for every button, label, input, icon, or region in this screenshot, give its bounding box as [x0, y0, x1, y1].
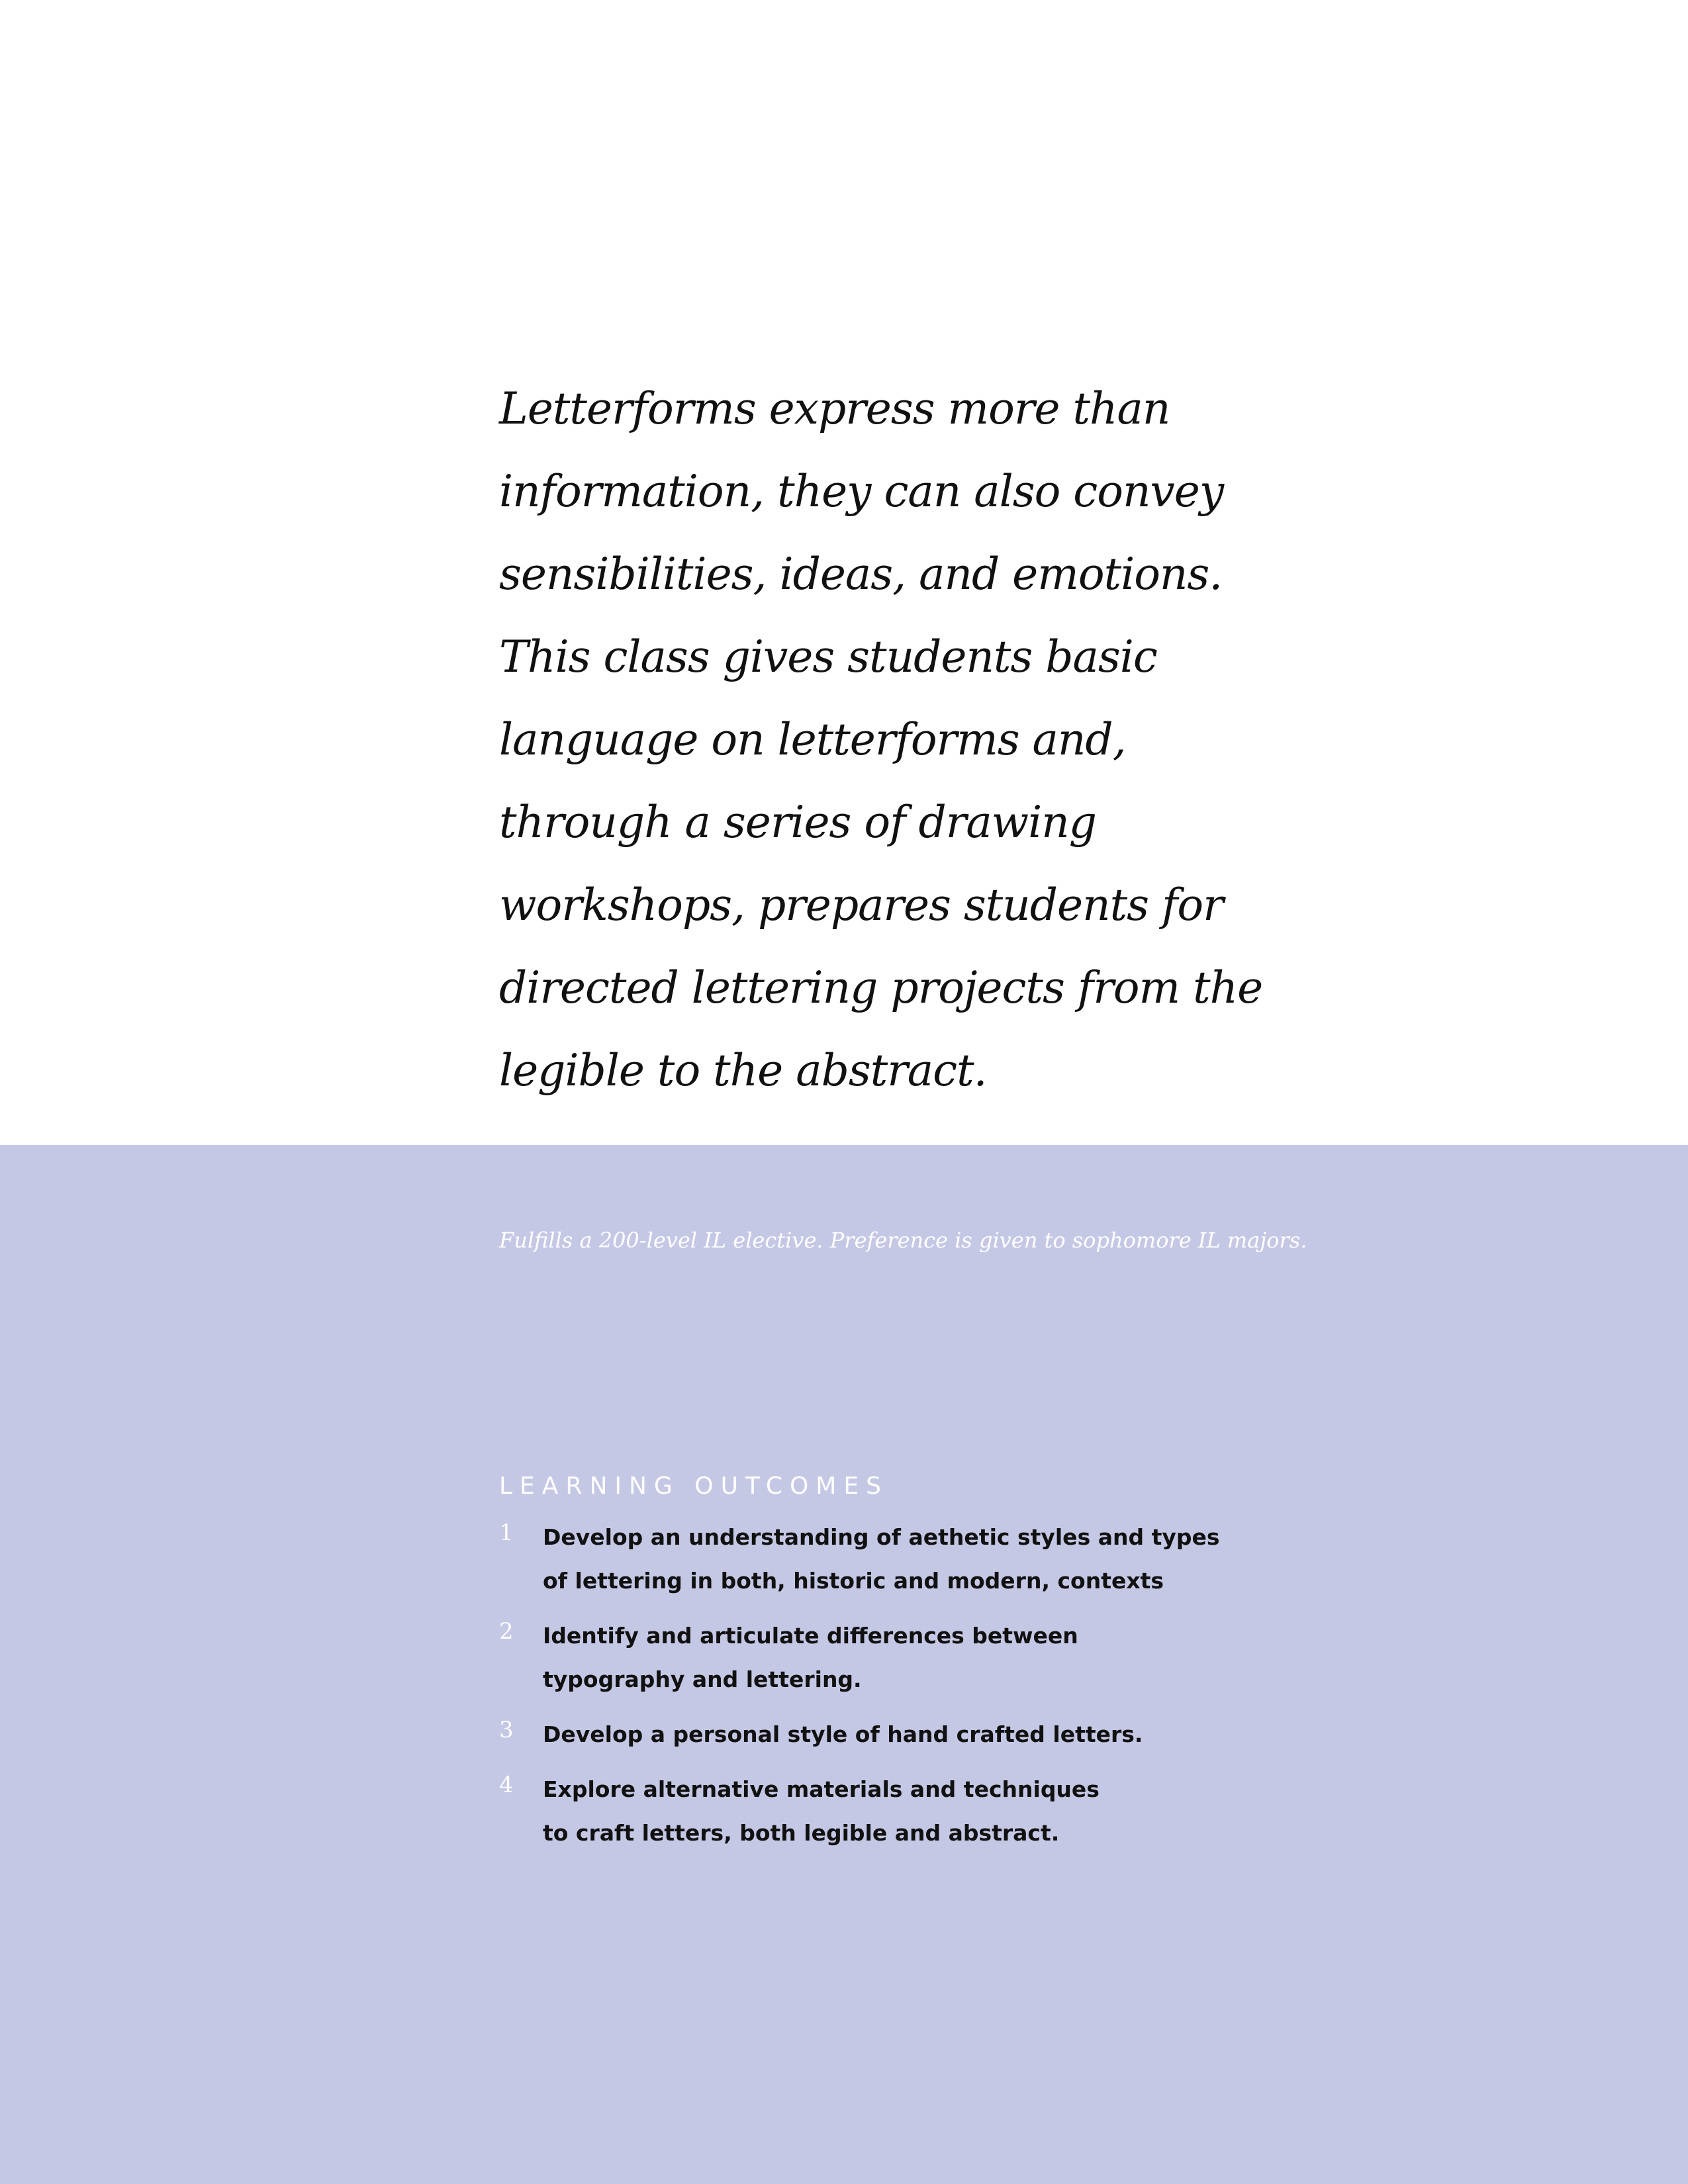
intro-paragraph: [499, 367, 1263, 1112]
intro-line: through a series of drawing: [499, 797, 1097, 848]
outcome-text-line: Explore alternative materials and techniques: [543, 1776, 1100, 1802]
outcome-number: 2: [499, 1618, 514, 1645]
intro-line: This class gives students basic: [499, 631, 1157, 682]
intro-line: information, they can also convey: [499, 466, 1224, 517]
elective-note: Fulfills a 200-level IL elective. Preference is given to sophomore IL majors.: [499, 1228, 1307, 1253]
outcome-item: [499, 1768, 1293, 1855]
outcome-text-line: of lettering in both, historic and modern, contexts: [543, 1568, 1164, 1594]
learning-outcomes-list: [499, 1516, 1293, 1866]
intro-line: legible to the abstract.: [499, 1045, 987, 1096]
intro-line: directed lettering projects from the: [499, 962, 1263, 1013]
intro-line: workshops, prepares students for: [499, 880, 1223, 931]
outcome-text-line: to craft letters, both legible and abstract.: [543, 1820, 1060, 1846]
outcome-text-line: Identify and articulate differences between: [543, 1623, 1078, 1649]
learning-outcomes-heading: LEARNING OUTCOMES: [499, 1473, 888, 1500]
outcome-number: 1: [499, 1520, 514, 1546]
intro-line: language on letterforms and,: [499, 714, 1126, 765]
outcome-number: 3: [499, 1717, 514, 1743]
outcome-item: [499, 1614, 1293, 1702]
outcome-item: [499, 1516, 1293, 1603]
intro-line: sensibilities, ideas, and emotions.: [499, 549, 1223, 600]
outcome-text-line: typography and lettering.: [543, 1666, 862, 1692]
outcome-number: 4: [499, 1772, 514, 1798]
outcome-text-line: Develop a personal style of hand crafted letters.: [543, 1721, 1143, 1747]
outcome-item: [499, 1713, 1293, 1756]
intro-line: Letterforms express more than: [499, 383, 1170, 434]
outcome-text-line: Develop an understanding of aethetic styles and types: [543, 1524, 1220, 1550]
